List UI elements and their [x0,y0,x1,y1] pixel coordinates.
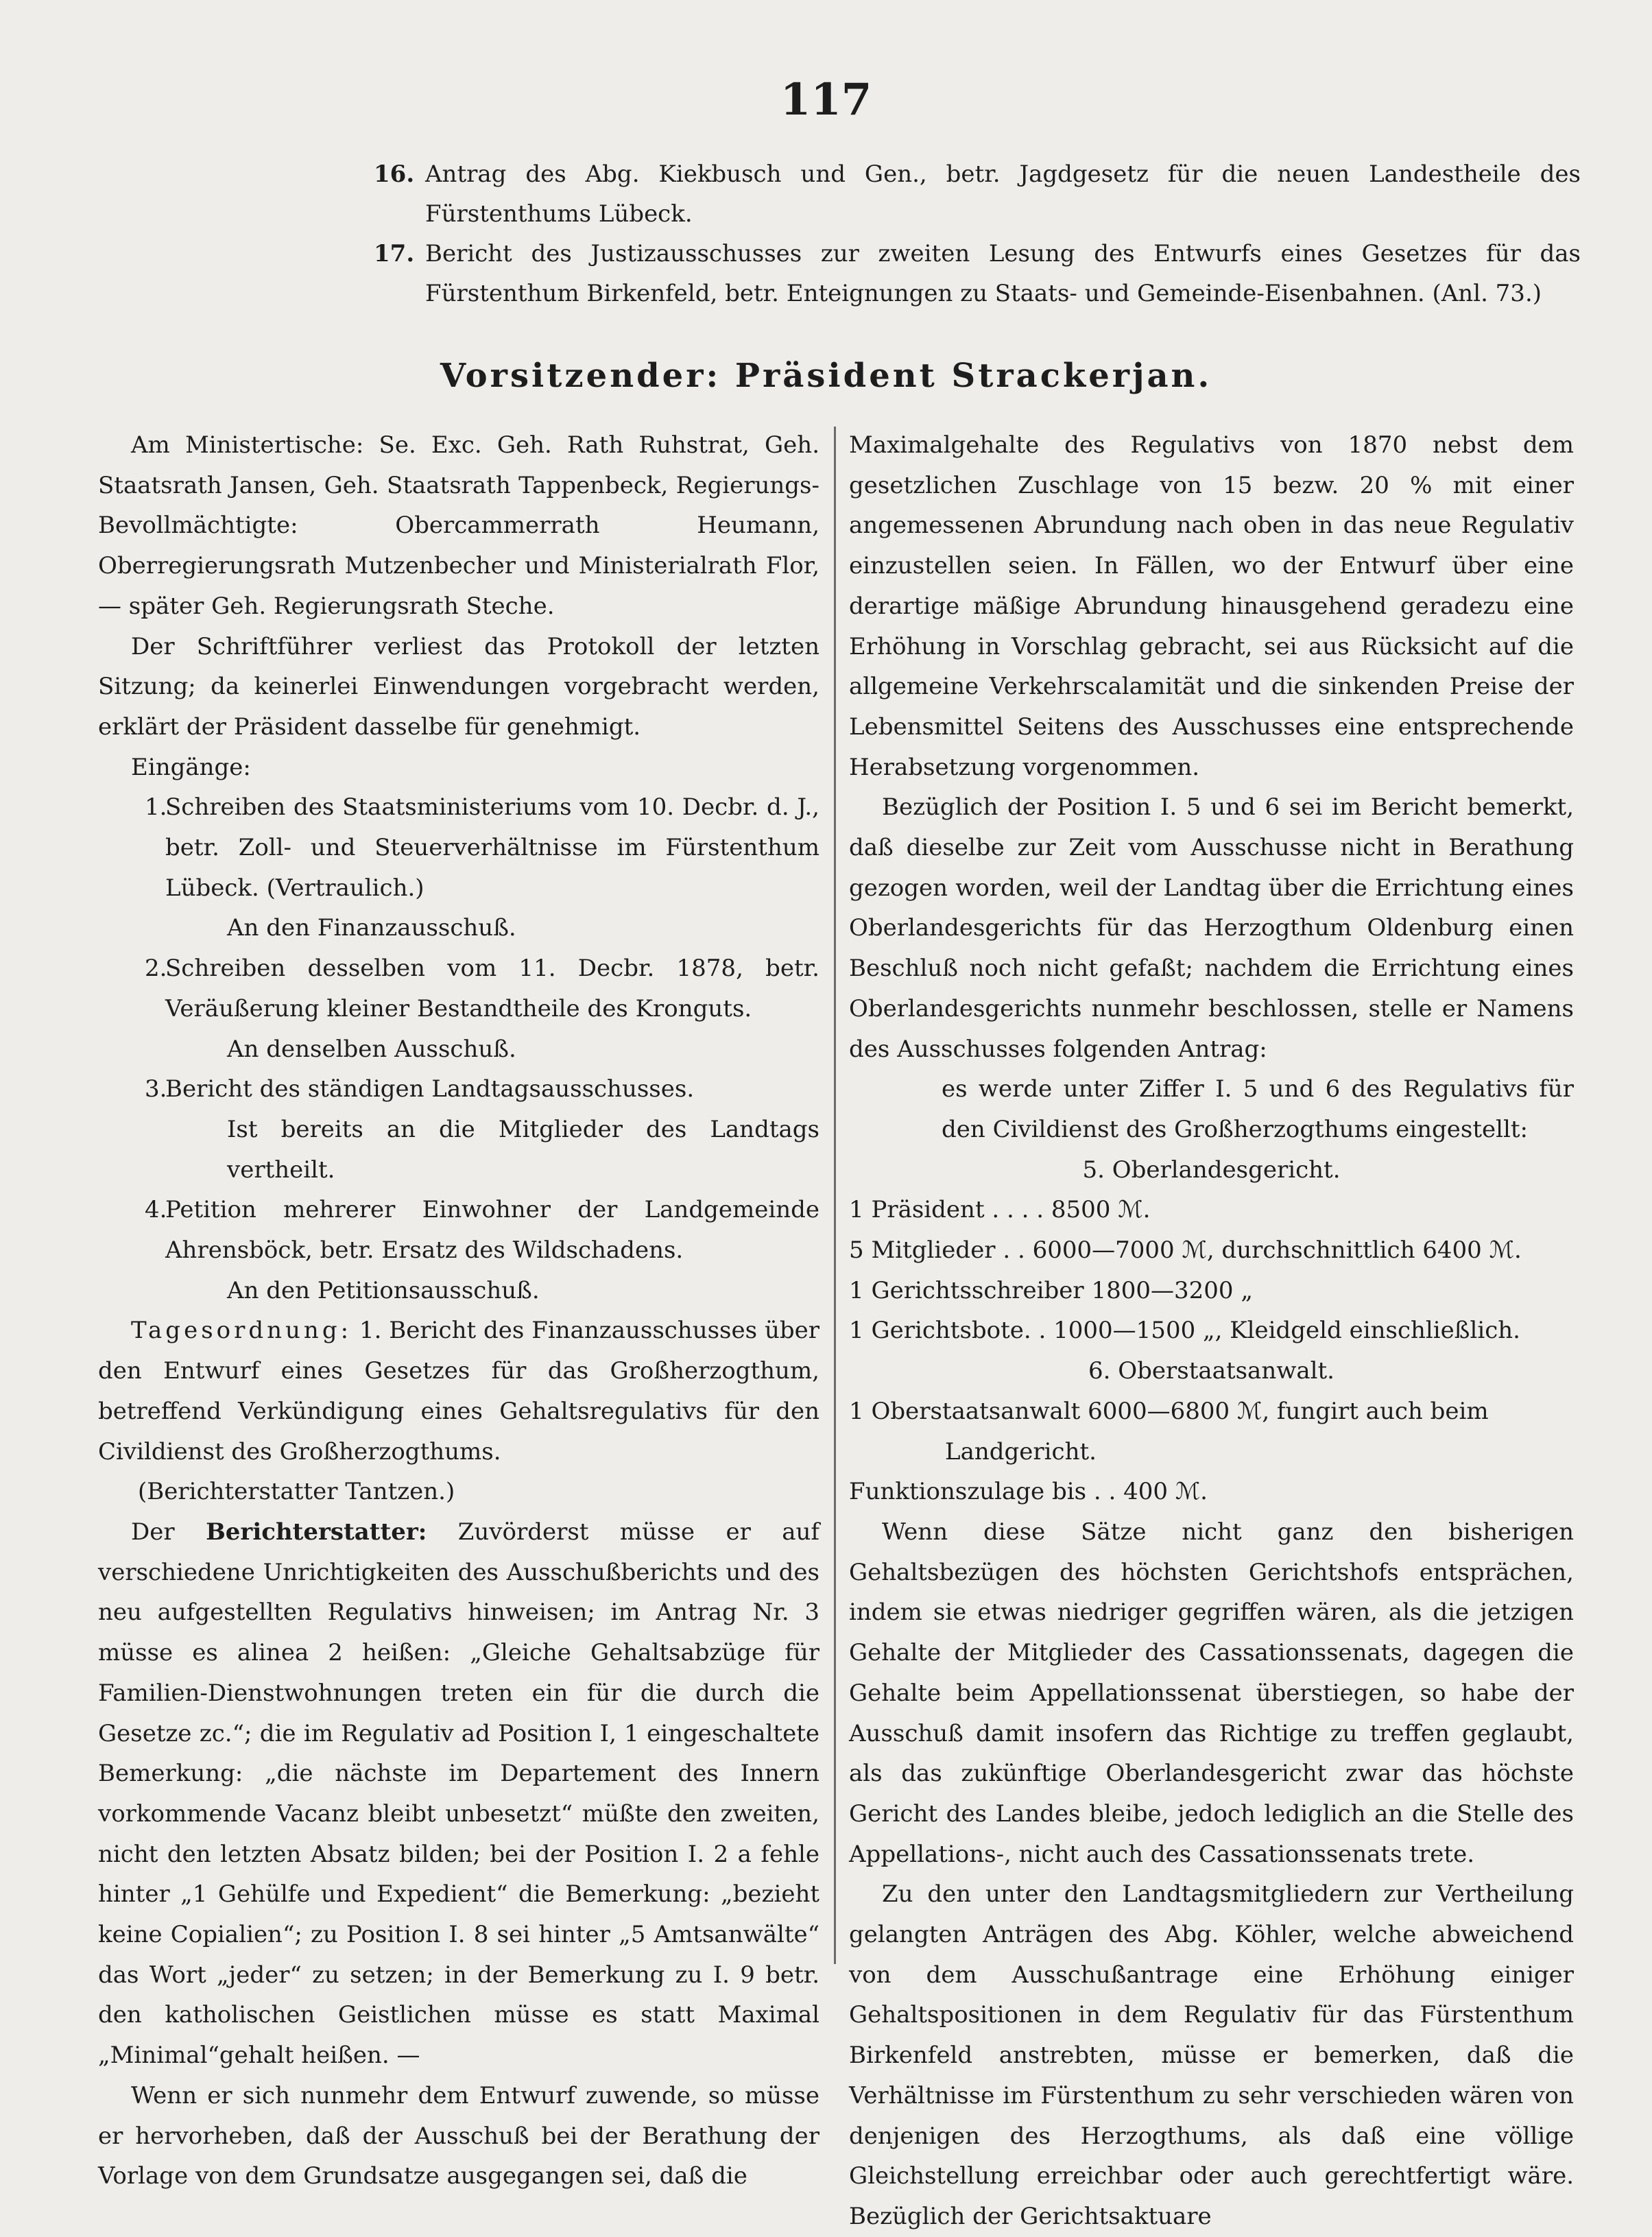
agenda-item-number: 16. [374,160,415,188]
reporter-paragraph [98,1512,819,2076]
entry-number: 3. [145,1075,167,1103]
right-paragraph-4: Zu den unter den Landtagsmitgliedern zur Vertheilung gelangten Anträgen des Abg. Köhler, welche abweichend von dem Ausschußantrage eine Erhöhung einiger Gehaltspositionen in dem Regulativ für das Fürstenthum Birkenfeld anstrebten, müsse er bemerken, daß die Verhältnisse im Fürstenthum zu sehr verschieden wären von denjenigen des Herzogthums, als daß eine völlige Gleichstellung erreichbar oder auch gerechtfertigt wäre. Bezüglich der Gerichtsaktuare [849,1880,1574,2230]
entry-item [98,787,819,948]
order-paragraph [98,1311,819,1472]
entry-text: Schreiben des Staatsministeriums vom 10. Decbr. d. J., betr. Zoll- und Steuerverhältnisse im Fürstenthum Lübeck. (Vertraulich.) [165,793,819,902]
entry-text: Schreiben desselben vom 11. Decbr. 1878, betr. Veräußerung kleiner Bestandtheile des Kronguts. [165,955,819,1022]
agenda-list [374,154,1581,313]
agenda-item-number: 17. [374,240,415,267]
ministers-paragraph: Am Ministertische: Se. Exc. Geh. Rath Ruhstrat, Geh. Staatsrath Jansen, Geh. Staatsrath Tappenbeck, Regierungs-Bevollmächtigte: Obercammerrath Heumann, Oberregierungsrath Mutzenbecher und Ministerialrath Flor, — später Geh. Regierungsrath Steche. [98,431,819,620]
right-column [849,425,1574,2237]
order-label: Tagesordnung: [131,1317,352,1345]
entry-number: 4. [145,1196,167,1224]
right-paragraph-1: Maximalgehalte des Regulativs von 1870 nebst dem gesetzlichen Zuschlage von 15 bezw. 20 % mit einer angemessenen Abrundung nach oben in das neue Regulativ einzustellen seien. In Fällen, wo der Entwurf über eine derartige mäßige Abrundung hinausgehend geradezu eine Erhöhung in Vorschlag gebracht, sei aus Rücksicht auf die allgemeine Verkehrscalamität und die sinkenden Preise der Lebensmittel Seitens des Ausschusses eine entsprechende Herabsetzung vorgenommen. [849,431,1574,781]
right-paragraph-3: Wenn diese Sätze nicht ganz den bisherigen Gehaltsbezügen des höchsten Gerichtshofs entsprächen, indem sie etwas niedriger gegriffen wären, als die jetzigen Gehalte der Mitglieder des Cassationssenats, dagegen die Gehalte beim Appellationssenat überstiegen, so habe der Ausschuß damit insofern das Richtige zu treffen geglaubt, als das zukünftige Oberlandesgericht zwar das höchste Gericht des Landes bleibe, jedoch lediglich an die Stelle des Appellations-, nicht auch des Cassationssenats trete. [849,1518,1574,1868]
order-text: 1. Bericht des Finanzausschusses über den Entwurf eines Gesetzes für das Großherzogthum, betreffend Verkündigung eines Gehaltsregulativs für den Civildienst des Großherzogthums. [98,1317,820,1466]
entry-number: 1. [145,793,167,822]
agenda-item-text: Antrag des Abg. Kiekbusch und Gen., betr. Jagdgesetz für die neuen Landestheile des Fürstenthums Lübeck. [425,160,1581,228]
left-column [98,425,819,2197]
protocol-paragraph: Der Schriftführer verliest das Protokoll der letzten Sitzung; da keinerlei Einwendungen vorgebracht werden, erklärt der Präsident dasselbe für genehmigt. [98,632,819,741]
reporter-label: Berichterstatter: [206,1518,427,1546]
final-paragraph: Wenn er sich nunmehr dem Entwurf zuwende, so müsse er hervorheben, daß der Ausschuß bei der Berathung der Vorlage von dem Grundsatze ausgegangen sei, daß die [98,2081,819,2190]
entry-text: Petition mehrerer Einwohner der Landgemeinde Ahrensböck, betr. Ersatz des Wildschadens. [165,1196,819,1265]
entry-direction: An den Finanzausschuß. [227,914,516,942]
entry-item [98,1069,819,1190]
column-divider [834,427,836,1964]
entries-heading: Eingänge: [131,753,251,781]
page-number: 117 [780,74,872,125]
salary-table-5 [849,1190,1574,1351]
entry-number: 2. [145,955,167,983]
reporter-lead: Der [131,1518,175,1546]
salary-row: Funktionszulage bis . . 400 ℳ. [849,1478,1208,1506]
right-paragraph-2: Bezüglich der Position I. 5 und 6 sei im Bericht bemerkt, daß dieselbe zur Zeit vom Ausschusse nicht in Berathung gezogen worden, weil der Landtag über die Errichtung eines Oberlandesgerichts für das Herzogthum Oldenburg einen Beschluß noch nicht gefaßt; nachdem die Errichtung eines Oberlandesgerichts nunmehr beschlossen, stelle er Namens des Ausschusses folgenden Antrag: [849,793,1574,1063]
proposal-text: es werde unter Ziffer I. 5 und 6 des Regulativs für den Civildienst des Großherzogthums eingestellt: [942,1075,1574,1143]
section-5-title: 5. Oberlandesgericht. [1082,1156,1341,1184]
salary-row-continuation: Landgericht. [945,1437,1097,1466]
reporter-text: Zuvörderst müsse er auf verschiedene Unrichtigkeiten des Ausschußberichts und des neu aufgestellten Regulativs hinweisen; im Antrag Nr. 3 müsse es alinea 2 heißen: „Gleiche Gehaltsabzüge für Familien-Dienstwohnungen treten ein für die durch die Gesetze zc.“; die im Regulativ ad Position I, 1 eingeschaltete Bemerkung: „die nächste im Departement des Innern vorkommende Vacanz bleibt unbesetzt“ müßte den zweiten, nicht den letzten Absatz bilden; bei der Position I. 2 a fehle hinter „1 Gehülfe und Expedient“ die Bemerkung: „bezieht keine Copialien“; zu Position I. 8 sei hinter „5 Amtsanwälte“ das Wort „jeder“ zu setzen; in der Bemerkung zu I. 9 betr. den katholischen Geistlichen müsse es statt Maximal „Minimal“gehalt heißen. — [98,1518,819,2070]
entry-item [98,1190,819,1311]
agenda-item [374,234,1581,313]
entry-item [98,948,819,1069]
reporter-note: (Berichterstatter Tantzen.) [138,1478,455,1506]
chair-heading: Vorsitzender: Präsident Strackerjan. [440,357,1212,395]
salary-row: 1 Gerichtsschreiber 1800—3200 „ [849,1276,1253,1304]
salary-row: 1 Präsident . . . . 8500 ℳ. [849,1196,1151,1224]
salary-table-6 [849,1391,1574,1512]
salary-row: 1 Oberstaatsanwalt 6000—6800 ℳ, fungirt auch beim [849,1397,1489,1425]
agenda-item-text: Bericht des Justizausschusses zur zweiten Lesung des Entwurfs eines Gesetzes für das Fürstenthum Birkenfeld, betr. Enteignungen zu Staats- und Gemeinde-Eisenbahnen. (Anl. 73.) [425,240,1581,307]
entry-direction: An denselben Ausschuß. [227,1035,516,1063]
entry-text: Bericht des ständigen Landtagsausschusses. [165,1075,695,1103]
salary-row: 1 Gerichtsbote. . 1000—1500 „, Kleidgeld einschließlich. [849,1317,1520,1345]
salary-row: 5 Mitglieder . . 6000—7000 ℳ, durchschnittlich 6400 ℳ. [849,1236,1522,1265]
agenda-item [374,154,1581,234]
entry-direction: An den Petitionsausschuß. [227,1276,540,1304]
entry-direction: Ist bereits an die Mitglieder des Landtags vertheilt. [227,1115,819,1184]
section-6-title: 6. Oberstaatsanwalt. [1088,1357,1334,1385]
